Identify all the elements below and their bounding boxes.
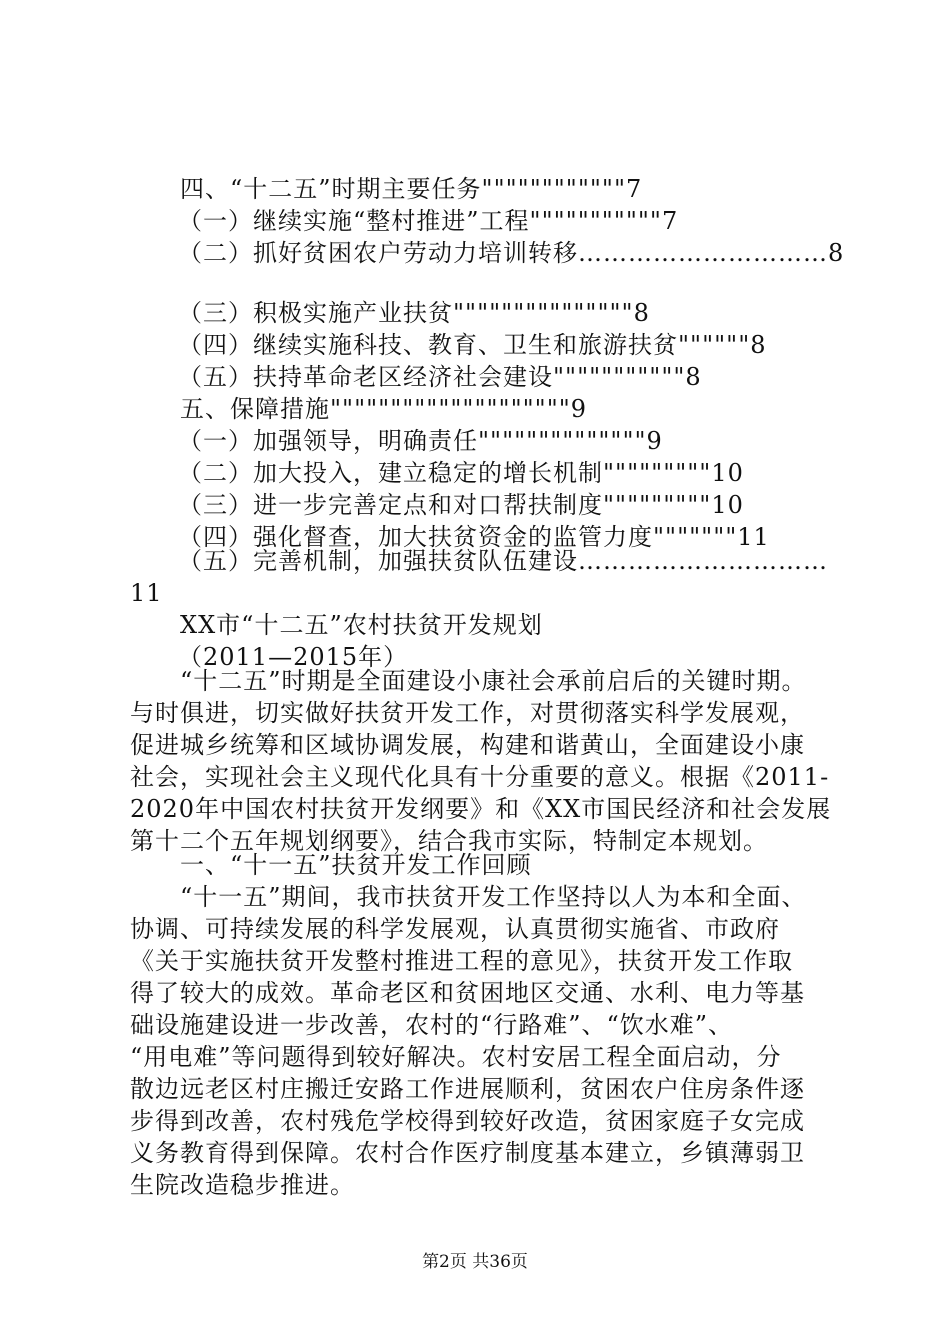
- paragraph-line: 社会，实现社会主义现代化具有十分重要的意义。根据《2011-: [130, 763, 830, 791]
- toc-item: （五）扶持革命老区经济社会建设"""""""""""8: [178, 363, 702, 391]
- paragraph-line: 义务教育得到保障。农村合作医疗制度基本建立，乡镇薄弱卫: [130, 1139, 805, 1167]
- document-subtitle: （2011—2015年）: [178, 643, 409, 671]
- paragraph-line: “用电难”等问题得到较好解决。农村安居工程全面启动，分: [130, 1043, 782, 1071]
- document-title: XX市“十二五”农村扶贫开发规划: [180, 611, 543, 639]
- toc-item: （四）强化督查，加大扶贫资金的监管力度"""""""11: [178, 523, 770, 551]
- page-footer: 第2页 共36页: [422, 1252, 528, 1272]
- toc-item: （三）进一步完善定点和对口帮扶制度"""""""""10: [178, 491, 744, 519]
- paragraph-line: 与时俱进，切实做好扶贫开发工作，对贯彻落实科学发展观，: [130, 699, 805, 727]
- paragraph-line: 第十二个五年规划纲要》，结合我市实际，特制定本规划。: [130, 827, 768, 855]
- paragraph-line: 协调、可持续发展的科学发展观，认真贯彻实施省、市政府: [130, 915, 780, 943]
- toc-item: （一）继续实施“整村推进”工程"""""""""""7: [178, 207, 679, 235]
- paragraph-line: 础设施建设进一步改善，农村的“行路难”、“饮水难”、: [130, 1011, 734, 1039]
- paragraph-line: “十二五”时期是全面建设小康社会承前启后的关键时期。: [180, 667, 807, 695]
- toc-item: 四、“十二五”时期主要任务""""""""""""7: [180, 175, 643, 203]
- paragraph-line: 得了较大的成效。革命老区和贫困地区交通、水利、电力等基: [130, 979, 805, 1007]
- toc-item: （一）加强领导，明确责任""""""""""""""9: [178, 427, 663, 455]
- section-heading: 一、“十一五”扶贫开发工作回顾: [180, 851, 532, 879]
- paragraph-line: 2020年中国农村扶贫开发纲要》和《XX市国民经济和社会发展: [130, 795, 832, 823]
- toc-item: （三）积极实施产业扶贫"""""""""""""""8: [178, 299, 650, 327]
- paragraph-line: 步得到改善，农村残危学校得到较好改造，贫困家庭子女完成: [130, 1107, 805, 1135]
- paragraph-line: 促进城乡统筹和区域协调发展，构建和谐黄山，全面建设小康: [130, 731, 805, 759]
- toc-item: （二）加大投入，建立稳定的增长机制"""""""""10: [178, 459, 744, 487]
- paragraph-line: 散边远老区村庄搬迁安路工作进展顺利，贫困农户住房条件逐: [130, 1075, 805, 1103]
- toc-item: （四）继续实施科技、教育、卫生和旅游扶贫""""""8: [178, 331, 767, 359]
- toc-item: 五、保障措施""""""""""""""""""""9: [180, 395, 588, 423]
- toc-item-page-number: 11: [130, 579, 163, 607]
- paragraph-line: “十一五”期间，我市扶贫开发工作坚持以人为本和全面、: [180, 883, 807, 911]
- toc-item: （五）完善机制，加强扶贫队伍建设…………………………: [178, 547, 828, 575]
- paragraph-line: 生院改造稳步推进。: [130, 1171, 355, 1199]
- toc-item: （二）抓好贫困农户劳动力培训转移…………………………8: [178, 239, 845, 267]
- paragraph-line: 《关于实施扶贫开发整村推进工程的意见》，扶贫开发工作取: [130, 947, 793, 975]
